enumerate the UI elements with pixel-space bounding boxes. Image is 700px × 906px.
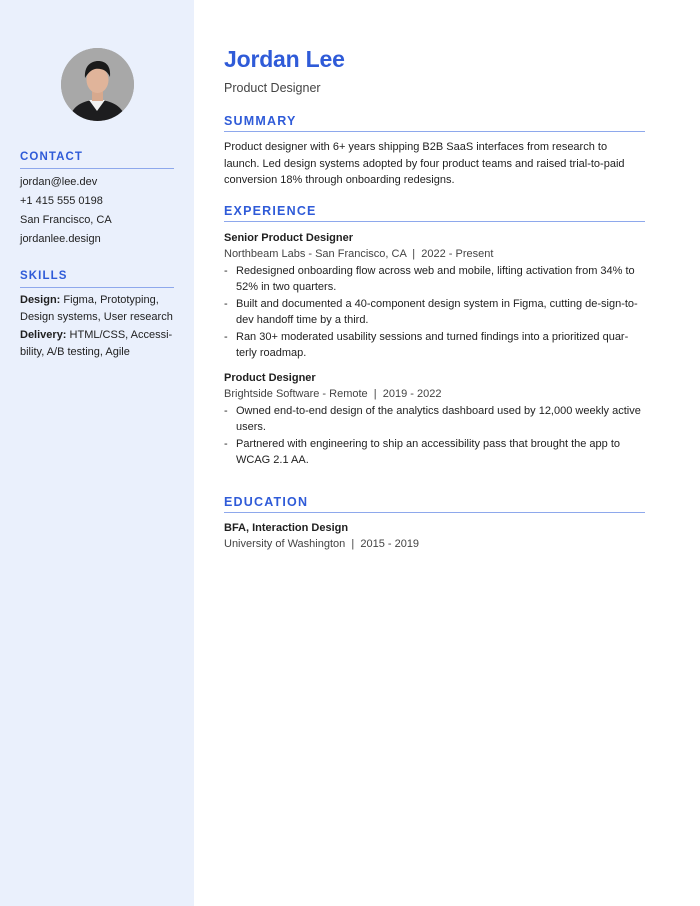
- job-meta: Brightside Software - Remote | 2019 - 2022: [224, 388, 442, 400]
- experience-heading: EXPERIENCE: [224, 204, 645, 222]
- job-meta: Northbeam Labs - San Francisco, CA | 2022 - Present: [224, 248, 494, 260]
- skill-text: HTML/CSS, Accessi-bility, A/B testing, Agile: [20, 329, 173, 358]
- skills-heading: SKILLS: [20, 270, 174, 288]
- skill-label: Design:: [20, 294, 61, 306]
- bullet-item: - Owned end-to-end design of the analytics dashboard used by 12,000 weekly active users.: [224, 403, 645, 436]
- avatar: [61, 48, 134, 121]
- education-heading: EDUCATION: [224, 495, 645, 513]
- contact-phone[interactable]: +1 415 555 0198: [20, 195, 103, 207]
- contact-website[interactable]: jordanlee.design: [20, 233, 101, 245]
- education-entry: [224, 520, 645, 553]
- sidebar: [0, 0, 194, 906]
- education-meta: University of Washington | 2015 - 2019: [224, 538, 420, 550]
- job-entry: [224, 230, 645, 362]
- summary-heading: SUMMARY: [224, 114, 645, 132]
- candidate-name: Jordan Lee: [224, 46, 345, 72]
- contact-location: San Francisco, CA: [20, 214, 112, 226]
- skill-text: Figma, Prototyping, Design systems, User research: [20, 294, 173, 323]
- contact-heading: CONTACT: [20, 151, 174, 169]
- degree-title: BFA, Interaction Design: [224, 522, 349, 534]
- profile-photo-icon: [61, 48, 134, 121]
- summary-text: Product designer with 6+ years shipping B2B SaaS interfaces from research to launch. Led design systems adopted by four product teams and raised trial-to-paid conversion 18% through onboarding redesigns.: [224, 141, 625, 186]
- bullet-item: - Redesigned onboarding flow across web and mobile, lifting activation from 34% to 52% in two quarters.: [224, 263, 645, 296]
- bullet-item: - Ran 30+ moderated usability sessions and turned findings into a prioritized quar-terly roadmap.: [224, 329, 645, 362]
- skill-label: Delivery:: [20, 329, 67, 341]
- contact-email[interactable]: jordan@lee.dev: [20, 176, 98, 188]
- skill-group-delivery: [20, 327, 180, 361]
- job-title: Senior Product Designer: [224, 232, 353, 244]
- job-bullets: [224, 263, 645, 362]
- job-title: Product Designer: [224, 372, 316, 384]
- contact-list: [20, 173, 180, 249]
- skills-list: [20, 292, 180, 362]
- job-entry: [224, 370, 645, 469]
- bullet-item: - Built and documented a 40-component design system in Figma, cutting de-sign-to-dev handoff time by a third.: [224, 296, 645, 329]
- bullet-item: - Partnered with engineering to ship an accessibility pass that brought the app to WCAG 2.1 AA.: [224, 436, 645, 469]
- skill-group-design: [20, 292, 180, 326]
- candidate-title: Product Designer: [224, 81, 321, 95]
- job-bullets: [224, 403, 645, 469]
